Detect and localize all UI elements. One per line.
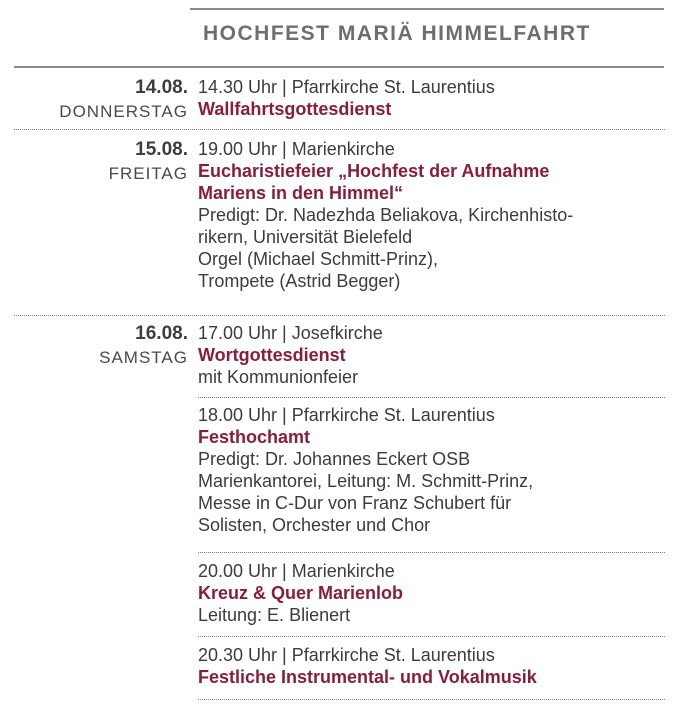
event-time-place: 17.00 Uhr | Josefkirche [198, 323, 383, 343]
event-title: Wortgottesdienst [198, 345, 346, 365]
event-entry [198, 322, 665, 388]
event-title-line: Eucharistiefeier „Hochfest der Aufnahme [198, 161, 550, 181]
event-time-place: 20.00 Uhr | Marienkirche [198, 561, 395, 581]
day-date: 14.08. [135, 77, 188, 98]
day-weekday: DONNERSTAG [59, 102, 188, 121]
event-detail: mit Kommunionfeier [198, 367, 359, 387]
event-separator [198, 397, 665, 398]
day-weekday: SAMSTAG [99, 348, 188, 367]
event-detail: rikern, Universität Bielefeld [198, 227, 413, 247]
event-time-place: 19.00 Uhr | Marienkirche [198, 139, 395, 159]
event-time-place: 18.00 Uhr | Pfarrkirche St. Laurentius [198, 405, 495, 425]
page-title: HOCHFEST MARIÄ HIMMELFAHRT [203, 22, 591, 45]
event-detail: Messe in C-Dur von Franz Schubert für [198, 493, 512, 513]
event-entry [198, 76, 665, 120]
event-time-place: 14.30 Uhr | Pfarrkirche St. Laurentius [198, 77, 495, 97]
event-detail: Leitung: E. Blienert [198, 605, 351, 625]
day-date: 16.08. [135, 323, 188, 344]
day-weekday: FREITAG [108, 164, 188, 183]
event-separator [198, 552, 665, 553]
event-title: Festhochamt [198, 427, 311, 447]
event-entry [198, 404, 665, 536]
event-title: Kreuz & Quer Marienlob [198, 583, 404, 603]
event-entry [198, 138, 665, 292]
day-block [14, 72, 665, 130]
event-separator [198, 699, 665, 700]
event-title-line: Mariens in den Himmel“ [198, 183, 404, 203]
date-column [14, 76, 188, 124]
date-column [14, 322, 188, 370]
event-detail: Trompete (Astrid Begger) [198, 271, 401, 291]
event-detail: Orgel (Michael Schmitt-Prinz), [198, 249, 439, 269]
event-detail: Predigt: Dr. Nadezhda Beliakova, Kirchenhisto- [198, 205, 574, 225]
event-detail: Marienkantorei, Leitung: M. Schmitt-Prinz, [198, 471, 534, 491]
event-title: Wallfahrtsgottesdienst [198, 99, 392, 119]
event-detail: Solisten, Orchester und Chor [198, 515, 431, 535]
day-block [14, 130, 665, 316]
day-date: 15.08. [135, 139, 188, 160]
event-title: Festliche Instrumental- und Vokalmusik [198, 667, 537, 687]
event-separator [198, 636, 665, 637]
top-rule [190, 8, 664, 10]
date-column [14, 138, 188, 186]
event-time-place: 20.30 Uhr | Pfarrkirche St. Laurentius [198, 645, 495, 665]
event-detail: Predigt: Dr. Johannes Eckert OSB [198, 449, 471, 469]
day-block [14, 316, 665, 706]
header-rule [14, 66, 664, 68]
event-entry [198, 560, 665, 626]
event-entry [198, 644, 665, 688]
